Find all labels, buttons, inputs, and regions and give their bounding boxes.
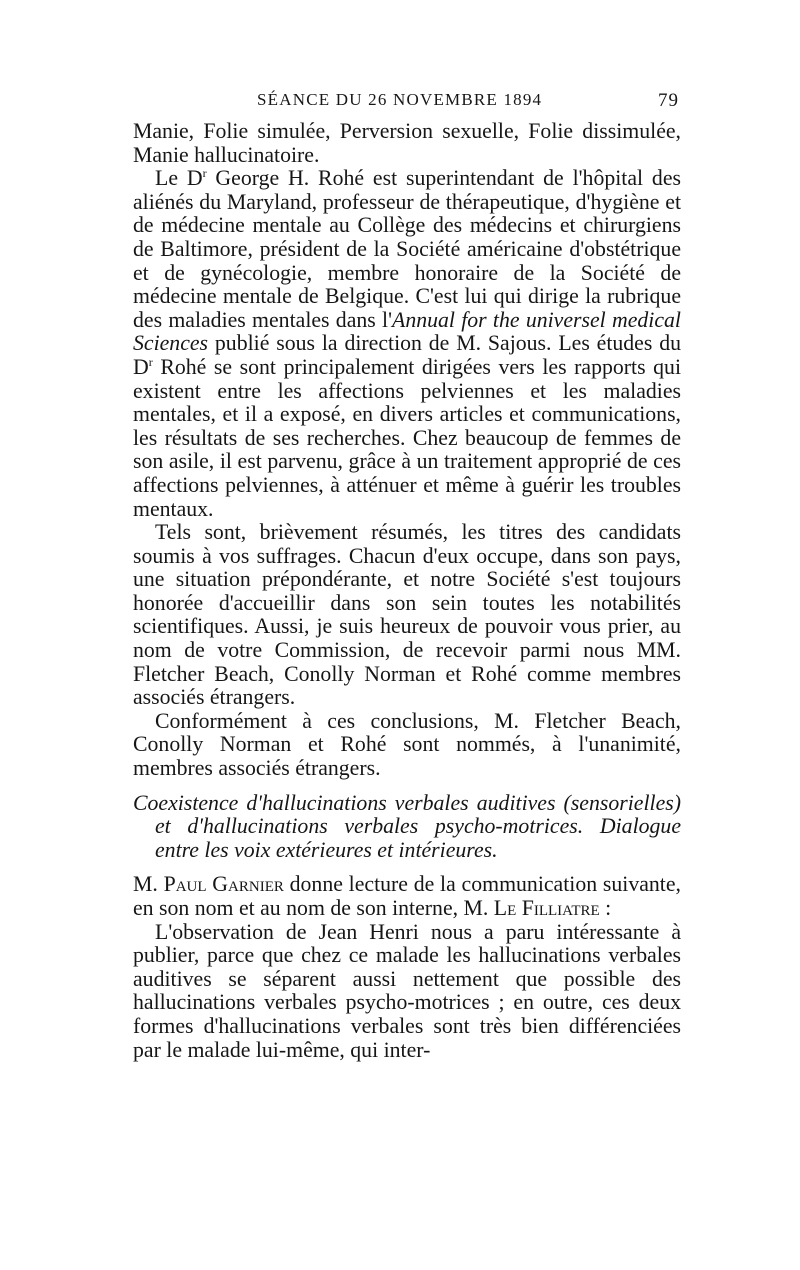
- author-name: M. Paul Garnier: [133, 872, 284, 897]
- paragraph-6: L'observation de Jean Henri nous a paru intéressante à publier, parce que chez ce malade les hallucinations verbales auditives se séparent aussi nettement que possible des hallucinations verbales psycho-motrices ; en outre, ces deux formes d'hallucinations verbales sont très bien différenciées par le malade lui-même, qui inter-: [133, 919, 681, 1062]
- book-page: [133, 90, 681, 1062]
- text-fragment: Le D: [155, 166, 203, 191]
- text-fragment: George H. Rohé est superintendant de l'hôpital des aliénés du Maryland, professeur de thérapeutique, d'hygiène et de médecine mentale au Collège des médecins et chirurgiens de Baltimore, président de la Société américaine d'obstétrique et de gynécologie, membre honoraire de la Société de médecine mentale de Belgique. C'est lui qui dirige la rubrique des maladies mentales dans l': [133, 166, 681, 332]
- text-fragment: Rohé se sont principalement dirigées vers les rapports qui existent entre les affections pelviennes et les maladies mentales, et il a exposé, en divers articles et communications, les résultats de ses recherches. Chez beaucoup de femmes de son asile, il est parvenu, grâce à un traitement approprié de ces affections pelviennes, à atténuer et même à guérir les troubles mentaux.: [133, 354, 681, 521]
- text-fragment: :: [599, 896, 612, 920]
- running-header: [133, 90, 681, 120]
- journal-title: Annual for the universel medical Sciences: [133, 307, 681, 356]
- author-name: M. Le Filliatre: [463, 896, 600, 920]
- superscript: r: [148, 354, 153, 369]
- text-fragment: donne lecture de la communication suivante, en son nom et au nom de son interne,: [133, 872, 681, 920]
- spacer: [133, 781, 681, 792]
- paragraph-2: [133, 167, 681, 521]
- paragraph-4: Conformément à ces conclusions, M. Fletcher Beach, Conolly Norman et Rohé sont nommés, à l'unanimité, membres associés étrangers.: [133, 708, 681, 781]
- page-body: [133, 120, 681, 1062]
- page-number: 79: [658, 90, 679, 111]
- paragraph-3: Tels sont, brièvement résumés, les titres des candidats soumis à vos suffrages. Chacun d'eux occupe, dans son pays, une situation prépondérante, et notre Société s'est toujours honorée d'accueillir dans son sein toutes les notabilités scientifiques. Aussi, je suis heureux de pouvoir vous prier, au nom de votre Commission, de recevoir parmi nous MM. Fletcher Beach, Conolly Norman et Rohé comme membres associés étrangers.: [133, 520, 681, 710]
- superscript: r: [202, 166, 207, 181]
- paragraph-1: Manie, Folie simulée, Perversion sexuelle, Folie dissimulée, Manie hallucinatoire.: [133, 119, 681, 167]
- paragraph-5: [133, 873, 681, 920]
- text-fragment: publié sous la direction de M. Sajous. Les études du D: [133, 331, 681, 379]
- running-title: SÉANCE DU 26 NOVEMBRE 1894: [257, 90, 543, 109]
- section-title: Coexistence d'hallucinations verbales auditives (sensorielles) et d'hallucinations verbales psycho-motrices. Dialogue entre les voix extérieures et intérieures.: [133, 790, 681, 862]
